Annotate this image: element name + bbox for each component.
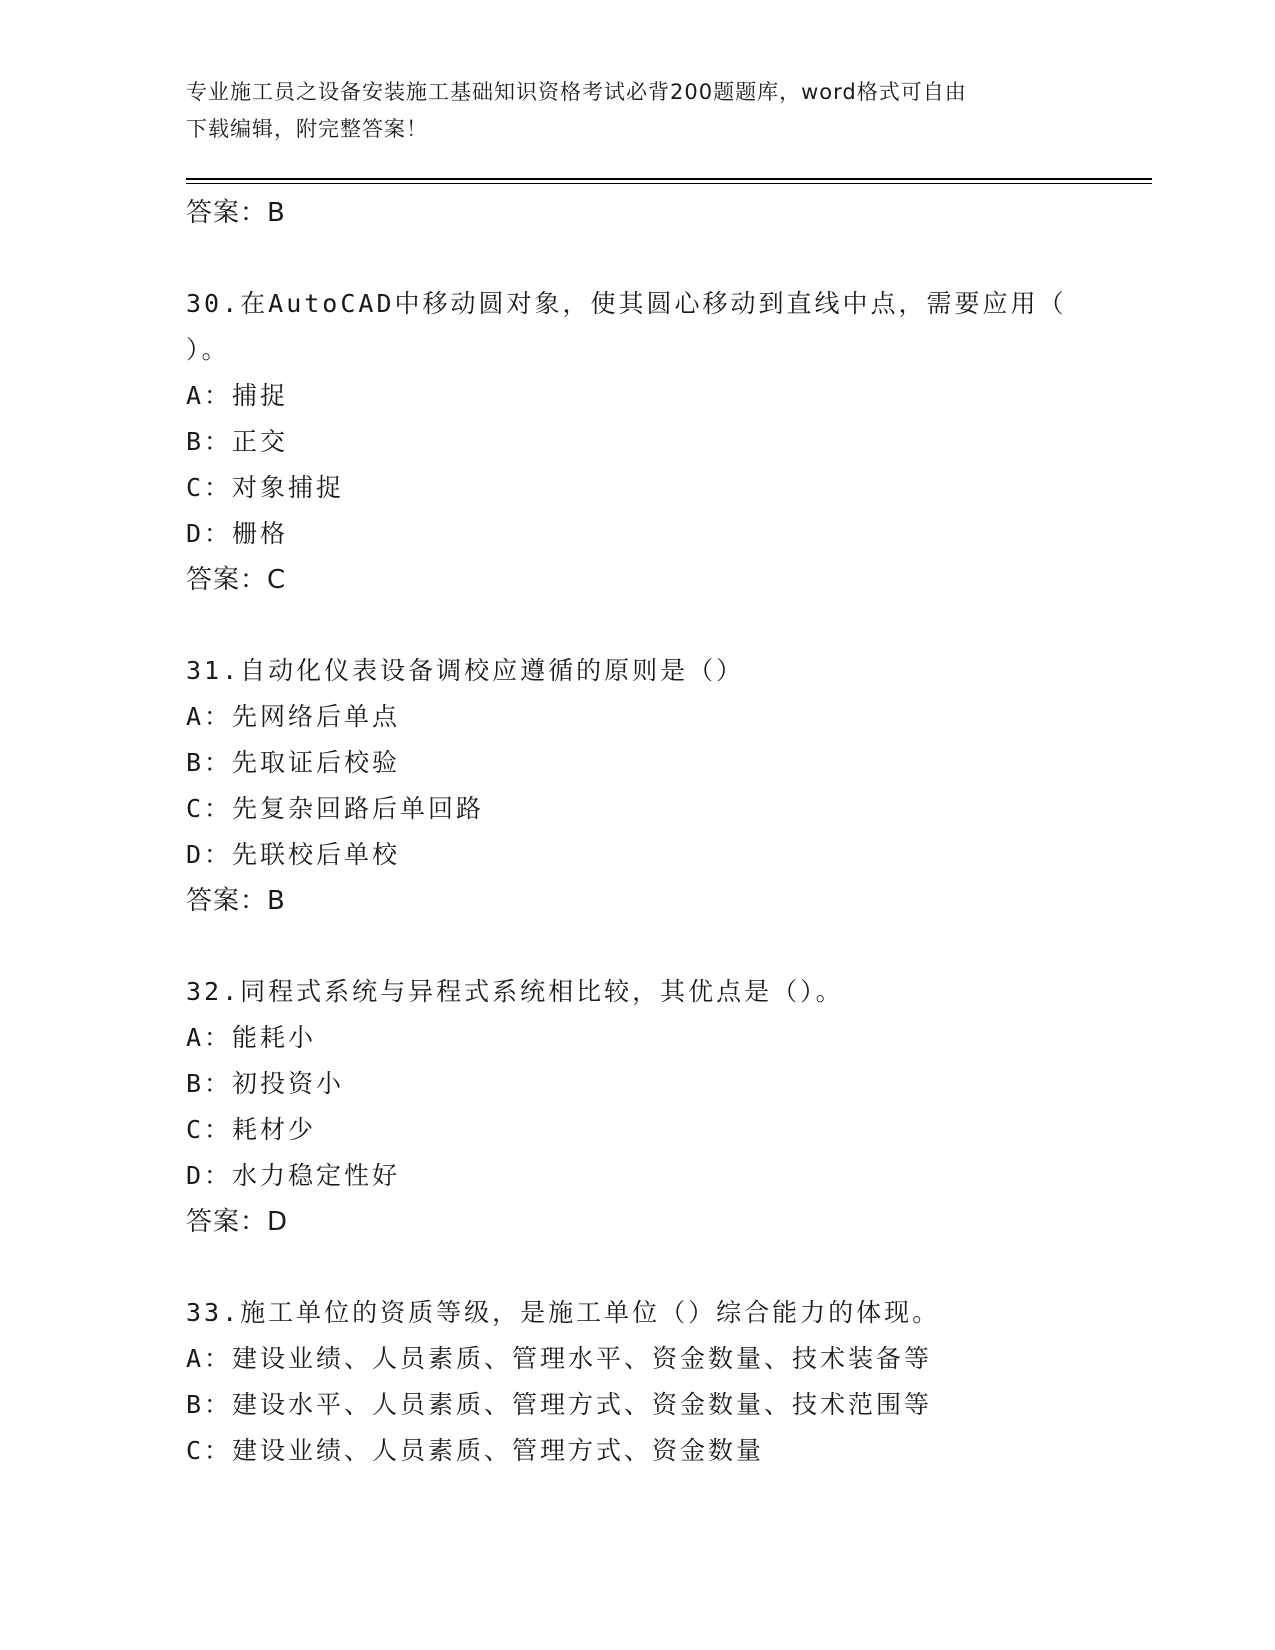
option-d: D：先联校后单校 (186, 840, 401, 869)
spacer (186, 236, 1146, 281)
question-stem-continued: ）。 (186, 335, 230, 364)
spacer (186, 603, 1146, 648)
option-b: B：先取证后校验 (186, 748, 401, 777)
option-d: D：水力稳定性好 (186, 1161, 401, 1190)
option-a: A：能耗小 (186, 1023, 317, 1052)
option-d: D：栅格 (186, 519, 289, 548)
header-title-line-1: 专业施工员之设备安装施工基础知识资格考试必背200题题库，word格式可自由 (186, 80, 967, 104)
header-rule-thick (186, 178, 1152, 180)
question-31 (186, 648, 1146, 924)
answer: 答案：C (186, 565, 287, 595)
question-stem: 30.在AutoCAD中移动圆对象，使其圆心移动到直线中点，需要应用（ (186, 289, 1067, 318)
option-b: B：初投资小 (186, 1069, 345, 1098)
answer: 答案：D (186, 1207, 289, 1237)
question-32 (186, 969, 1146, 1245)
spacer (186, 924, 1146, 969)
question-30 (186, 281, 1146, 603)
option-c: C：建设业绩、人员素质、管理方式、资金数量 (186, 1436, 765, 1465)
spacer (186, 1245, 1146, 1290)
document-header (186, 74, 1066, 148)
option-c: C：耗材少 (186, 1115, 317, 1144)
option-a: A：先网络后单点 (186, 702, 401, 731)
question-stem: 31.自动化仪表设备调校应遵循的原则是（） (186, 656, 745, 685)
previous-answer: 答案：B (186, 198, 286, 228)
option-c: C：先复杂回路后单回路 (186, 794, 485, 823)
option-c: C：对象捕捉 (186, 473, 345, 502)
question-list (186, 190, 1146, 1474)
answer: 答案：B (186, 886, 286, 916)
option-a: A：建设业绩、人员素质、管理水平、资金数量、技术装备等 (186, 1344, 933, 1373)
header-title-line-2: 下载编辑，附完整答案！ (186, 117, 428, 141)
option-b: B：建设水平、人员素质、管理方式、资金数量、技术范围等 (186, 1390, 933, 1419)
option-b: B：正交 (186, 427, 289, 456)
header-rule-thin (186, 183, 1152, 184)
question-33 (186, 1290, 1146, 1474)
question-stem: 32.同程式系统与异程式系统相比较，其优点是（）。 (186, 977, 844, 1006)
question-stem: 33.施工单位的资质等级，是施工单位（）综合能力的体现。 (186, 1298, 941, 1327)
option-a: A：捕捉 (186, 381, 289, 410)
